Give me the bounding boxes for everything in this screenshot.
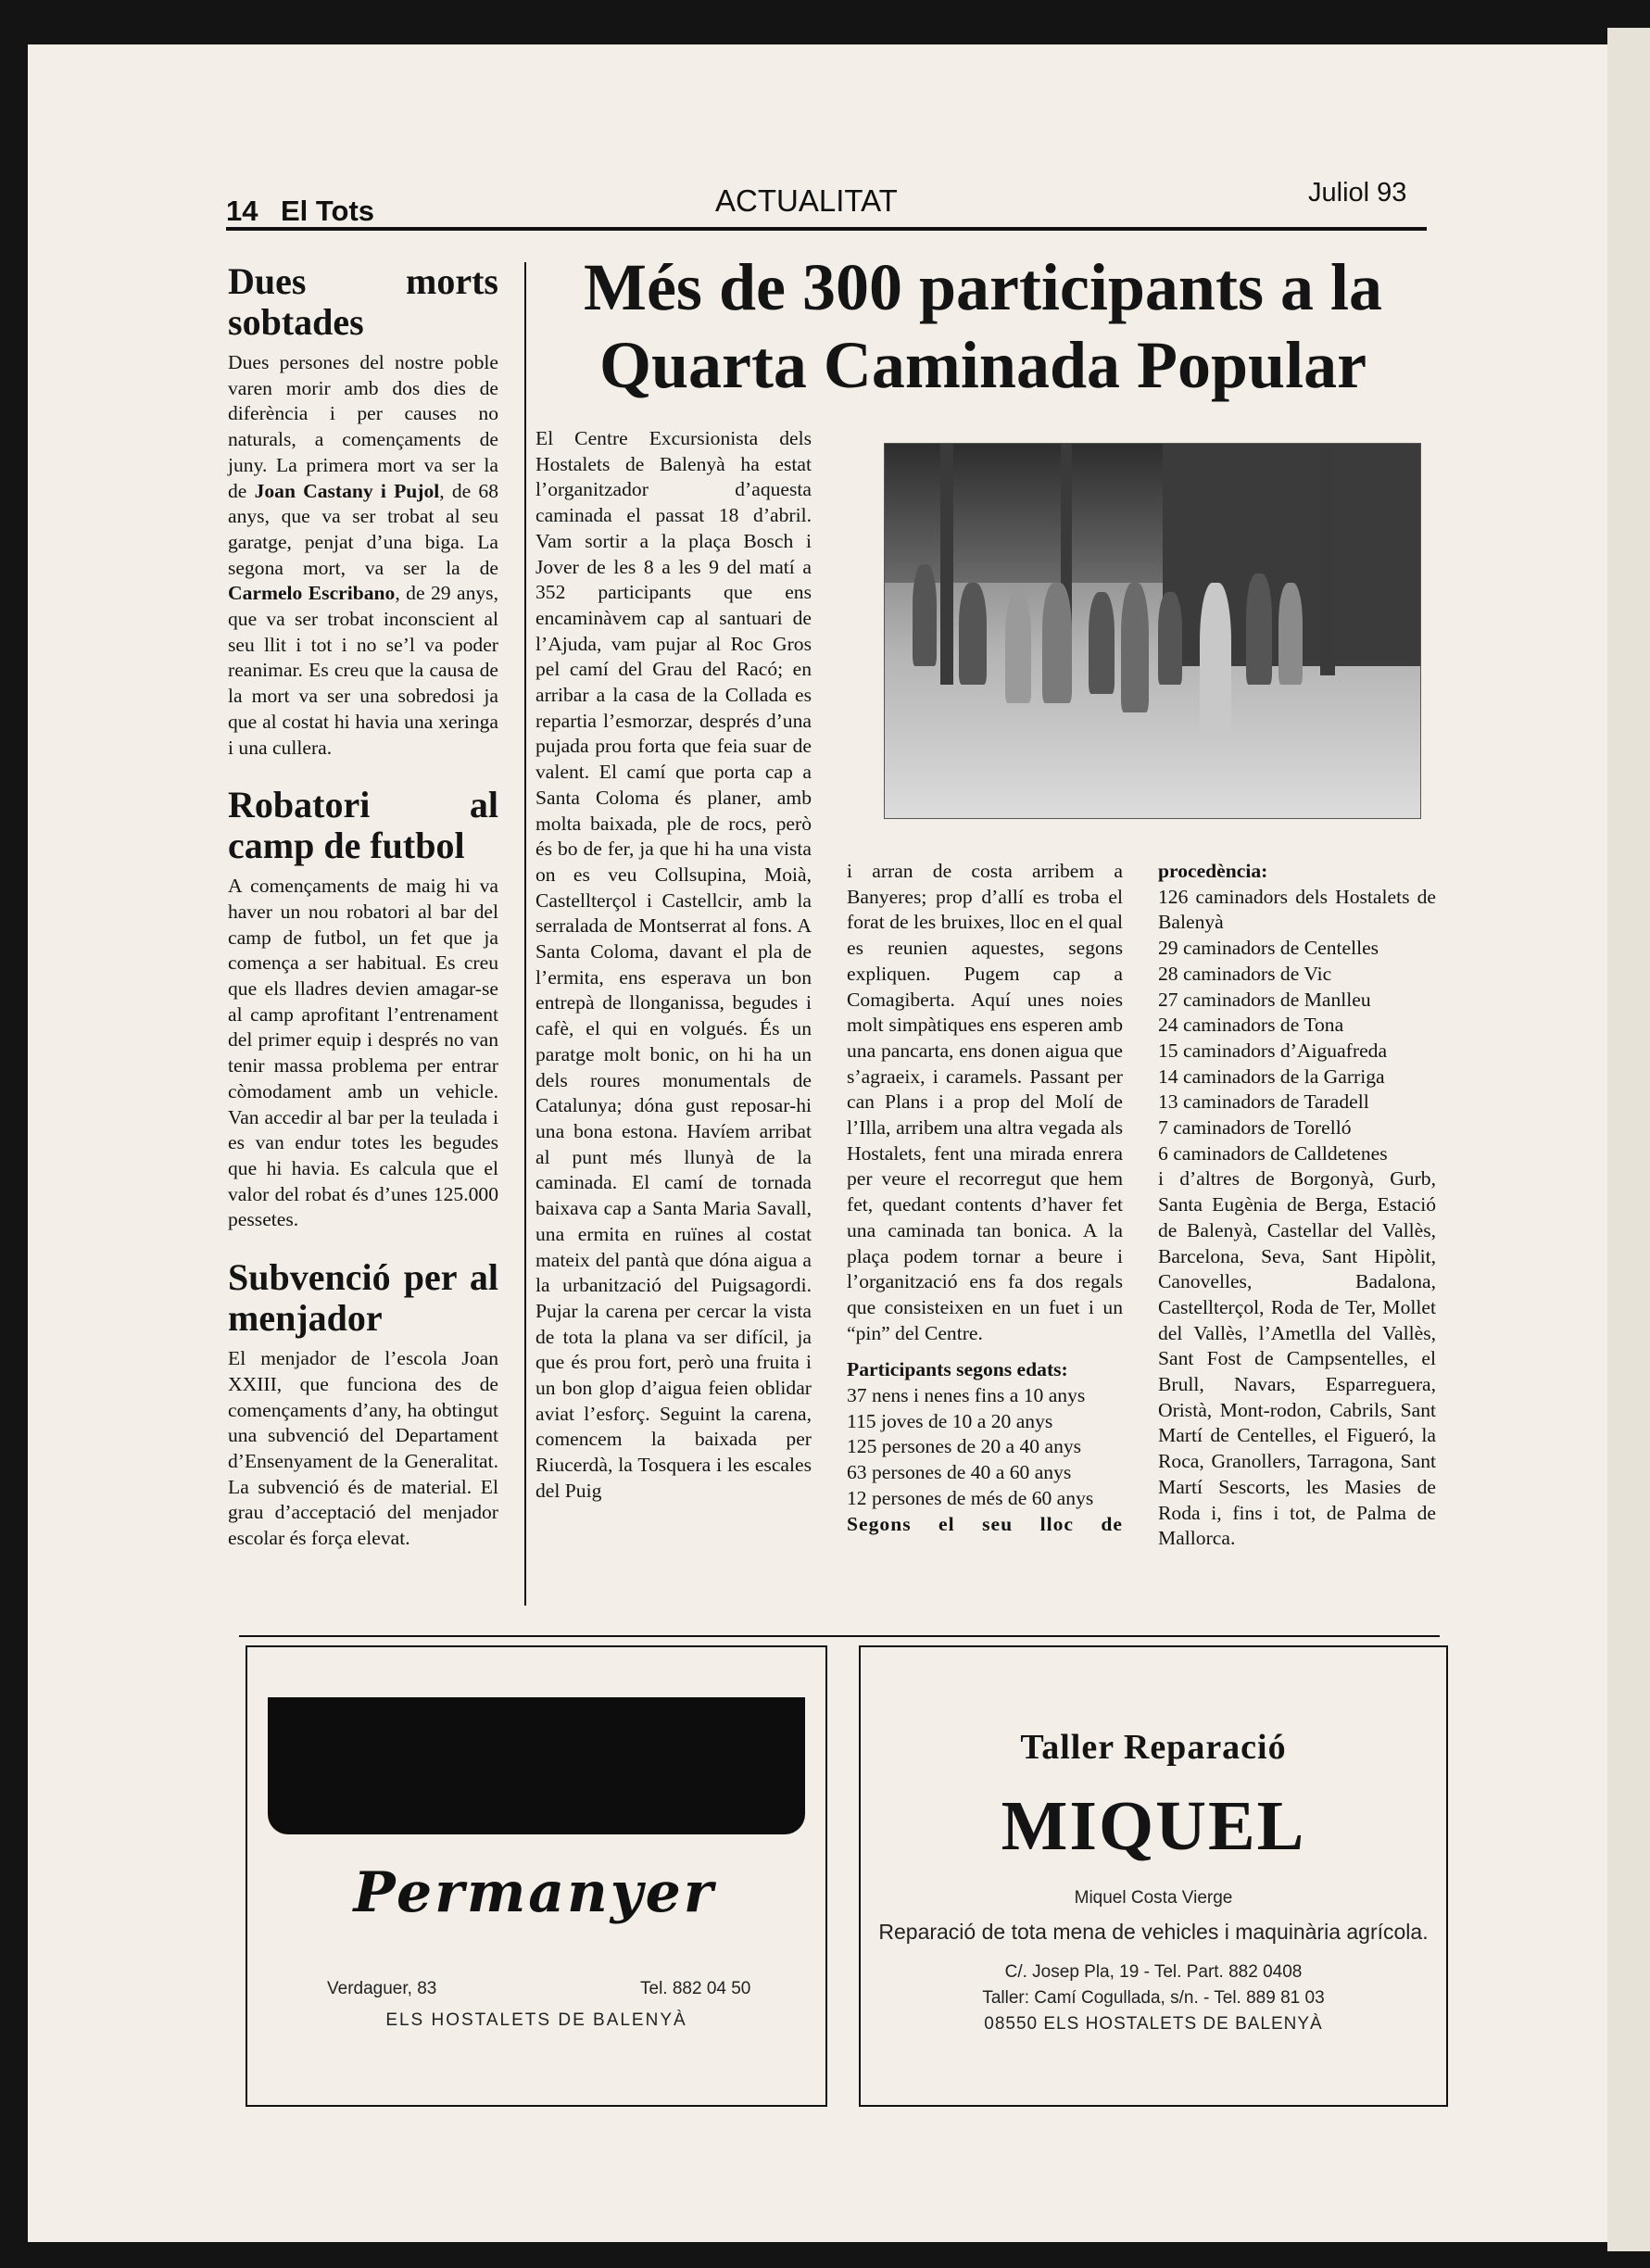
- age-line: 37 nens i nenes fins a 10 anys: [847, 1384, 1086, 1407]
- main-article-text-2: i arran de costa arribem a Banyeres; prop d’allí es troba el forat de les bruixes, lloc en el qual es reunien aquestes, segons expliquen. Pugem cap a Comagiberta. Aquí unes noies molt simpàtiques ens esperen amb una pancarta, ens donen aigua que s’agraeix, i caramels. Passant per can Plans i a prop del Molí de l’Illa, arribem una altra vegada als Hostalets, fent una mirada enrera per veure el recorregut que hem fet, quedant contents d’haver fet una caminada tan bonica. A la plaça podem tornar a beure i l’organització ens fa dos regals que consisteixen en un fuet i un “pin” del Centre.: [847, 860, 1123, 1344]
- article-body-robbery: A començaments de maig hi va haver un nou robatori al bar del camp de futbol, un fet que ja comença a ser habitual. Es creu que els lladres devien amagar-se al camp aprofitant l’entrenament del primer equip i després no van tenir massa problema per entrar còmodament amb un vehicle. Van accedir al bar per la teulada i es van endur totes les begudes que hi havia. Es calcula que el valor del robat és d’unes 125.000 pessetes.: [228, 875, 498, 1231]
- ages-title: Participants segons edats:: [847, 1358, 1068, 1381]
- taller-title: Taller Reparació: [1020, 1728, 1287, 1767]
- age-line: 63 persones de 40 a 60 anys: [847, 1461, 1072, 1484]
- age-line: 12 persones de més de 60 anys: [847, 1486, 1094, 1509]
- origin-line: 14 caminadors de la Garriga: [1158, 1065, 1385, 1088]
- header-rule: [226, 227, 1427, 231]
- taller-address: C/. Josep Pla, 19 - Tel. Part. 882 0408: [1004, 1962, 1303, 1982]
- deaths-name-2: Carmelo Escribano: [228, 582, 396, 605]
- taller-owner: Miquel Costa Vierge: [1074, 1888, 1233, 1908]
- article-title-robbery: Robatori al camp de futbol: [228, 784, 498, 867]
- origin-line: 27 caminadors de Manlleu: [1158, 988, 1371, 1011]
- taller-name: MIQUEL: [1001, 1787, 1306, 1865]
- permanyer-logo: Permanyer: [353, 1860, 716, 1925]
- origin-line: 29 caminadors de Centelles: [1158, 937, 1379, 960]
- origin-line: 13 caminadors de Taradell: [1158, 1090, 1369, 1114]
- taller-workshop: Taller: Camí Cogullada, s/n. - Tel. 889 81 03: [982, 1988, 1325, 2008]
- origin-breakdown: [1158, 885, 1436, 1167]
- article-title-deaths: Dues morts sobtades: [228, 260, 498, 343]
- taller-tagline: Reparació de tota mena de vehicles i maquinària agrícola.: [878, 1920, 1429, 1944]
- origin-line: 7 caminadors de Torelló: [1158, 1116, 1352, 1140]
- taller-town: 08550 ELS HOSTALETS DE BALENYÀ: [984, 2014, 1323, 2034]
- origin-line: 24 caminadors de Tona: [1158, 1014, 1344, 1037]
- column-divider: [524, 262, 526, 1606]
- origin-line: 15 caminadors d’Aiguafreda: [1158, 1039, 1388, 1062]
- issue-date: Juliol 93: [1308, 178, 1407, 208]
- main-article-column-3: [1158, 859, 1436, 1552]
- deaths-text-1: Dues persones del nostre poble varen morir amb dos dies de diferència i per causes no naturals, a començaments de juny. La primera mort va ser la de: [228, 351, 498, 502]
- origin-line: 126 caminadors dels Hostalets de Balenyà: [1158, 885, 1436, 934]
- article-title-grant: Subvenció per al menjador: [228, 1256, 498, 1340]
- left-column: [228, 261, 498, 1552]
- permanyer-ad: [246, 1645, 827, 2107]
- section-name: ACTUALITAT: [715, 183, 898, 218]
- ads-rule: [239, 1635, 1440, 1637]
- next-page-edge: [1607, 28, 1650, 2251]
- article-body-deaths: [228, 350, 498, 761]
- permanyer-address: Verdaguer, 83: [327, 1979, 437, 1998]
- origin-title-end: procedència:: [1158, 860, 1268, 882]
- deaths-text-2: , de 68 anys, que va ser trobat al seu garatge, penjat d’una biga. La segona mort, va ser la de: [228, 479, 499, 579]
- age-breakdown: [847, 1383, 1123, 1512]
- awning-graphic: [268, 1697, 805, 1834]
- publication-name: El Tots: [281, 195, 375, 227]
- deaths-text-3: , de 29 anys, que va ser trobat inconscient al seu llit i tot i no se’l va poder reanimar. Es creu que la causa de la mort va ser una sobredosi ja que al costat hi havia una xeringa i una cullera.: [228, 582, 498, 759]
- origin-line: 6 caminadors de Calldetenes: [1158, 1141, 1388, 1165]
- age-line: 115 joves de 10 a 20 anys: [847, 1409, 1053, 1432]
- page-number: 14: [226, 195, 258, 227]
- main-article-column-1: El Centre Excursionista dels Hostalets de Balenyà ha estat l’organitzador d’aquesta caminada el passat 18 d’abril. Vam sortir a la plaça Bosch i Jover de les 8 a les 9 del matí a 352 participants que ens encaminàvem cap al santuari de l’Ajuda, vam pujar al Roc Gros pel camí del Grau del Racó; en arribar a la casa de la Collada es repartia l’esmorzar, després d’una pujada prou forta que feia suar de valent. El camí que porta cap a Santa Coloma és planer, amb molta baixada, ple de rocs, però és bo de fer, ja que hi ha una vista on es veu Collsupina, Moià, Castellterçol i Castellcir, amb la serralada de Montserrat al fons. A Santa Coloma, davant el pla de l’ermita, ens esperava un bon entrepà de llonganissa, begudes i cafè, el qui en volgués. És un paratge molt bonic, on hi ha un dels roures monumentals de Catalunya; dóna gust reposar-hi una bona estona. Havíem arribat al punt més llunyà de la caminada. El camí de tornada baixava cap a Santa Maria Savall, una ermita en ruïnes al costat mateix del pantà que dóna aigua a la urbanització del Puigsagordi. Pujar la carena per cercar la vista de tota la plana va ser difícil, ja que és prou fort, però una fruita i un bon glop d’aigua feien oblidar aviat l’esforç. Seguint la carena, comencem la baixada per Riucerdà, la Tosquera i les escales del Puig: [535, 427, 812, 1502]
- main-headline: Més de 300 participants a la Quarta Caminada Popular: [584, 250, 1382, 402]
- deaths-name-1: Joan Castany i Pujol: [254, 479, 440, 502]
- hikers-photo: [884, 443, 1421, 819]
- origin-others: i d’altres de Borgonyà, Gurb, Santa Eugènia de Berga, Estació de Balenyà, Castellar del Vallès, Barcelona, Seva, Sant Hipòlit, Canovelles, Badalona, Castellterçol, Roda de Ter, Mollet del Vallès, l’Ametlla del Vallès, Sant Fost de Campsentelles, el Brull, Navars, Esparreguera, Oristà, Mont-rodon, Cabrils, Sant Martí de Centelles, el Figueró, la Roca, Granollers, Tarragona, Sant Martí Sescorts, les Masies de Roda i, fins i tot, de Palma de Mallorca.: [1158, 1167, 1436, 1550]
- origin-title-start: Segons el seu lloc de: [847, 1512, 1123, 1535]
- age-line: 125 persones de 20 a 40 anys: [847, 1435, 1082, 1458]
- permanyer-town: ELS HOSTALETS DE BALENYÀ: [385, 2010, 687, 2030]
- main-article-column-2: [847, 859, 1123, 1537]
- article-body-grant: El menjador de l’escola Joan XXIII, que funciona des de començaments d’any, ha obtingut una subvenció del Departament d’Ensenyament de la Generalitat. La subvenció és de material. El grau d’acceptació del menjador escolar és força elevat.: [228, 1347, 498, 1550]
- taller-miquel-ad: [859, 1645, 1448, 2107]
- permanyer-phone: Tel. 882 04 50: [640, 1979, 751, 1998]
- origin-line: 28 caminadors de Vic: [1158, 962, 1332, 985]
